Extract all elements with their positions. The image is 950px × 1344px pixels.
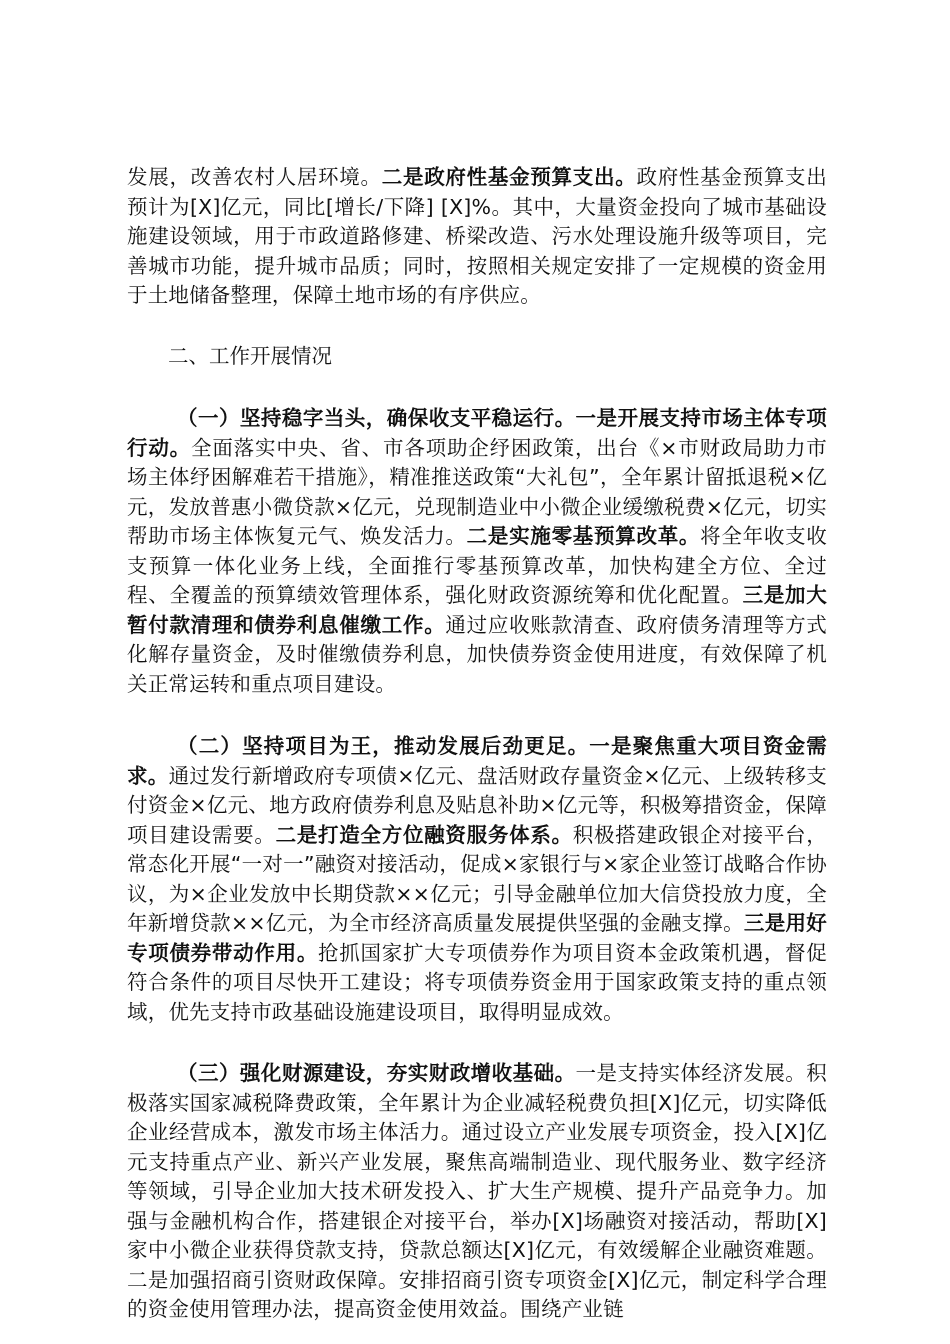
text-segment: 全面落实中央、省、市各项助企纾困政策，出台《×市财政局助力市场主体纾困解难若干措施》，精准推送政策“大礼包”，全年累计留抵退税×亿元，发放普惠小微贷款×亿元，兑现制造业中小微企业缓缴税费×亿元，切实帮助市场主体恢复元气、焕发活力。 (127, 435, 827, 548)
bold-lead: 二是打造全方位融资服务体系。 (275, 822, 573, 847)
text-segment: 发展，改善农村人居环境。 (127, 165, 382, 189)
document-page (127, 163, 827, 1325)
subheading-bold: （二）坚持项目为王，推动发展后劲更足。一是聚焦重大项目资金需求。 (127, 734, 827, 788)
paragraph-projects (127, 732, 827, 1027)
bold-lead: 三是用好专项债券带动作用。 (127, 911, 827, 965)
paragraph-revenue-base (127, 1059, 827, 1325)
text-segment: 将全年收支收支预算一体化业务上线，全面推行零基预算改革，加快构建全方位、全过程、全覆盖的预算绩效管理体系，强化财政资源统筹和优化配置。 (127, 524, 828, 607)
subheading-bold: （三）强化财源建设，夯实财政增收基础。 (177, 1061, 576, 1085)
text-segment: 通过应收账款清查、政府债务清理等方式化解存量资金，及时催缴债券利息，加快债券资金使用进度，有效保障了机关正常运转和重点项目建设。 (127, 612, 827, 696)
paragraph-budget-fund (127, 163, 827, 311)
paragraph-stability (127, 404, 827, 699)
text-segment: 抢抓国家扩大专项债券作为项目资本金政策机遇，督促符合条件的项目尽快开工建设；将专项债券资金用于国家政策支持的重点领域，优先支持市政基础设施建设项目，取得明显成效。 (127, 940, 827, 1024)
text-segment: 政府性基金预算支出预计为[X]亿元，同比[增长/下降] [X]%。其中，大量资金投向了城市基础设施建设领域，用于市政道路修建、桥梁改造、污水处理设施升级等项目，完善城市功能，提升城市品质；同时，按照相关规定安排了一定规模的资金用于土地储备整理，保障土地市场的有序供应。 (127, 165, 827, 307)
bold-lead: 二是实施零基预算改革。 (466, 524, 701, 548)
text-segment: 一是支持实体经济发展。积极落实国家减税降费政策，全年累计为企业减轻税费负担[X]亿元，切实降低企业经营成本，激发市场主体活力。通过设立产业发展专项资金，投入[X]亿元支持重点产业、新兴产业发展，聚焦高端制造业、现代服务业、数字经济等领域，引导企业加大技术研发投入、扩大生产规模、提升产品竞争力。加强与金融机构合作，搭建银企对接平台，举办[X]场融资对接活动，帮助[X]家中小微企业获得贷款支持，贷款总额达[X]亿元，有效缓解企业融资难题。二是加强招商引资财政保障。安排招商引资专项资金[X]亿元，制定科学合理的资金使用管理办法，提高资金使用效益。围绕产业链 (127, 1061, 827, 1321)
bold-lead: 三是加大暂付款清理和债券利息催缴工作。 (127, 583, 827, 637)
subheading-bold: （一）坚持稳字当头，确保收支平稳运行。一是开展支持市场主体专项行动。 (127, 406, 827, 460)
bold-lead: 二是政府性基金预算支出。 (381, 165, 637, 189)
text-segment: 积极搭建政银企对接平台，常态化开展“一对一”融资对接活动，促成×家银行与×家企业签订战略合作协议，为×企业发放中长期贷款××亿元；引导金融单位加大信贷投放力度，全年新增贷款××亿元，为全市经济高质量发展提供坚强的金融支撑。 (127, 822, 827, 935)
section-heading: 二、工作开展情况 (168, 343, 332, 368)
text-segment: 通过发行新增政府专项债×亿元、盘活财政存量资金×亿元、上级转移支付资金×亿元、地方政府债券利息及贴息补助×亿元等，积极筹措资金，保障项目建设需要。 (127, 763, 827, 847)
